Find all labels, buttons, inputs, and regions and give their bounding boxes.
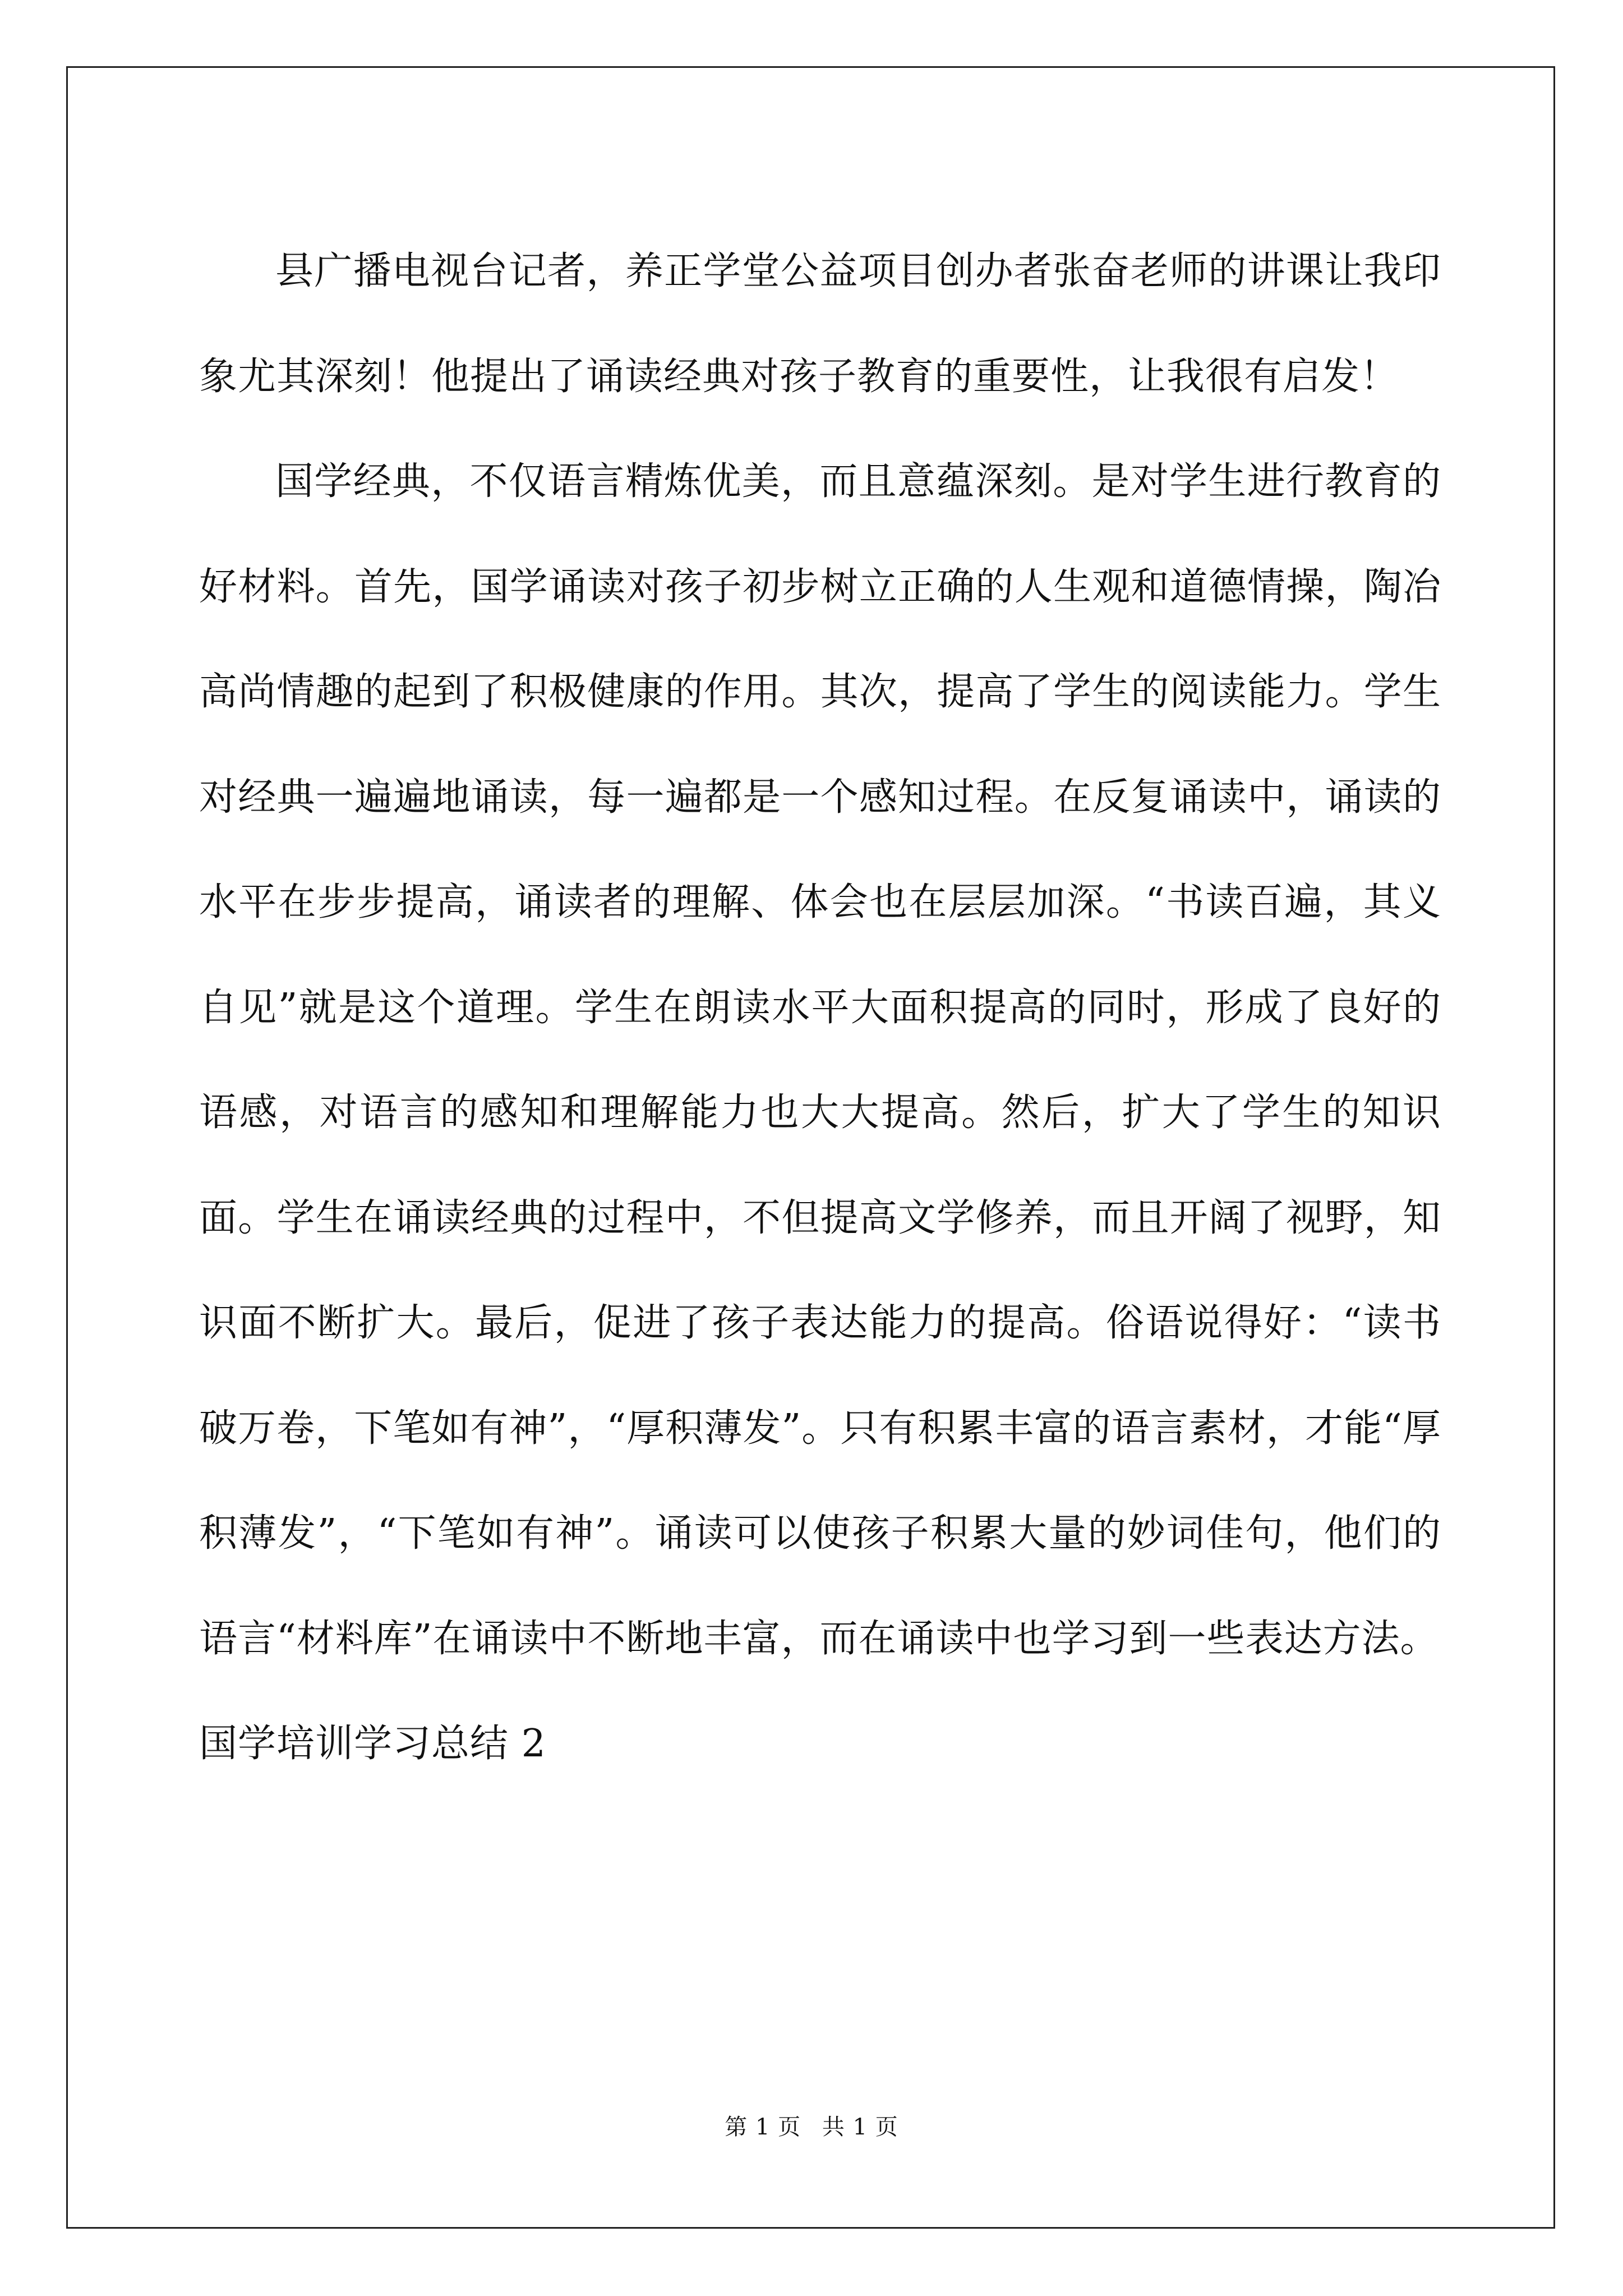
page-total: 共 1 页 — [822, 2114, 898, 2140]
page-number: 第 1 页 — [725, 2114, 801, 2140]
paragraph-1: 县广播电视台记者，养正学堂公益项目创办者张奋老师的讲课让我印象尤其深刻！他提出了诵读经典对孩子教育的重要性，让我很有启发！ — [199, 249, 1441, 399]
page-footer — [0, 2109, 1623, 2141]
paragraph-2: 国学经典，不仅语言精炼优美，而且意蕴深刻。是对学生进行教育的好材料。首先，国学诵读对孩子初步树立正确的人生观和道德情操，陶冶高尚情趣的起到了积极健康的作用。其次，提高了学生的阅读能力。学生对经典一遍遍地诵读，每一遍都是一个感知过程。在反复诵读中，诵读的水平在步步提高，诵读者的理解、体会也在层层加深。“书读百遍，其义自见”就是这个道理。学生在朗读水平大面积提高的同时，形成了良好的语感，对语言的感知和理解能力也大大提高。然后，扩大了学生的知识面。学生在诵读经典的过程中，不但提高文学修养，而且开阔了视野，知识面不断扩大。最后，促进了孩子表达能力的提高。俗语说得好：“读书破万卷，下笔如有神”，“厚积薄发”。只有积累丰富的语言素材，才能“厚积薄发”，“下笔如有神”。诵读可以使孩子积累大量的妙词佳句，他们的语言“材料库”在诵读中不断地丰富，而在诵读中也学习到一些表达方法。 — [199, 459, 1441, 1661]
section-heading: 国学培训学习总结 2 — [199, 1722, 546, 1766]
document-body — [199, 219, 1441, 1797]
